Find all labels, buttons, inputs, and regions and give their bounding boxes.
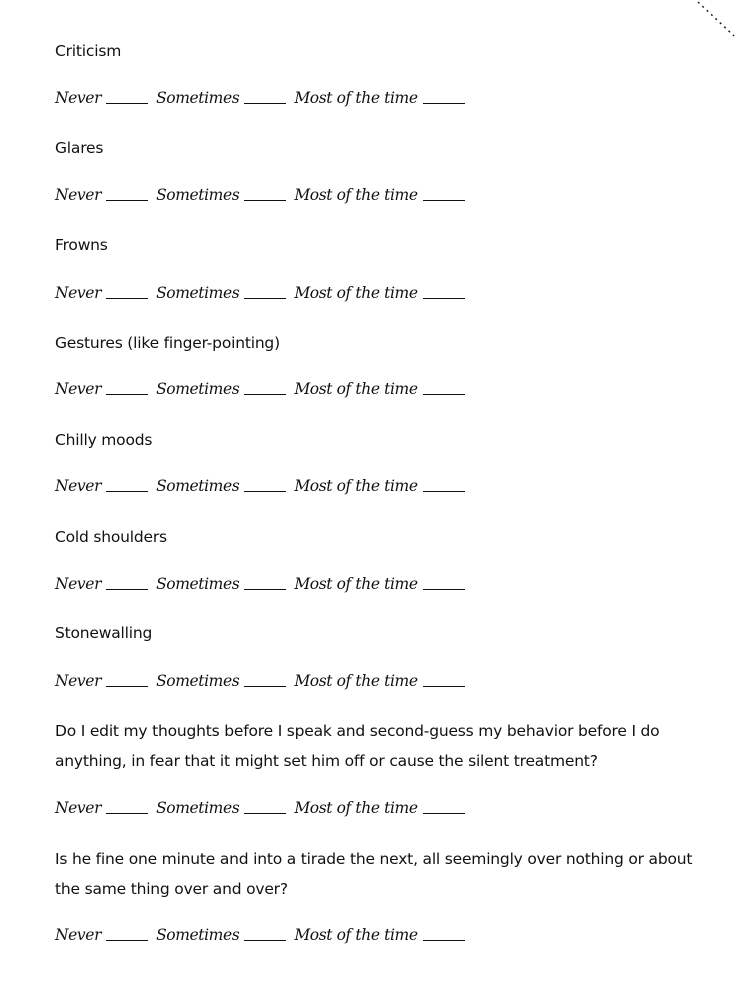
response-scale [55,477,465,499]
question-cold-shoulders: Cold shoulders [55,528,167,546]
option-sometimes: Sometimes [156,284,294,302]
option-never: Never [55,575,156,593]
option-never: Never [55,186,156,204]
option-most-of-the-time: Most of the time [294,799,464,817]
answer-blank[interactable] [106,686,148,687]
option-never: Never [55,477,156,495]
response-scale [55,89,465,111]
option-never: Never [55,380,156,398]
response-scale [55,186,465,208]
option-never: Never [55,799,156,817]
question-edit-thoughts: Do I edit my thoughts before I speak and second-guess my behavior before I do anything, in fear that it might set him off or cause the silent treatment? [55,722,660,770]
question-criticism: Criticism [55,42,122,60]
option-sometimes: Sometimes [156,186,294,204]
option-most-of-the-time: Most of the time [294,186,464,204]
option-never: Never [55,89,156,107]
answer-blank[interactable] [423,103,465,104]
answer-blank[interactable] [244,686,286,687]
option-sometimes: Sometimes [156,799,294,817]
option-most-of-the-time: Most of the time [294,672,464,690]
response-scale [55,799,465,821]
option-most-of-the-time: Most of the time [294,926,464,944]
answer-blank[interactable] [423,686,465,687]
option-sometimes: Sometimes [156,926,294,944]
option-sometimes: Sometimes [156,89,294,107]
question-gestures: Gestures (like finger-pointing) [55,334,280,352]
answer-blank[interactable] [106,394,148,395]
answer-blank[interactable] [244,200,286,201]
answer-blank[interactable] [244,394,286,395]
answer-blank[interactable] [106,589,148,590]
answer-blank[interactable] [106,103,148,104]
response-scale [55,926,465,948]
corner-dotted-line [696,0,736,40]
answer-blank[interactable] [423,200,465,201]
option-sometimes: Sometimes [156,575,294,593]
answer-blank[interactable] [244,103,286,104]
option-most-of-the-time: Most of the time [294,89,464,107]
answer-blank[interactable] [244,940,286,941]
answer-blank[interactable] [106,940,148,941]
response-scale [55,672,465,694]
question-tirade: Is he fine one minute and into a tirade the next, all seemingly over nothing or about the same thing over and over? [55,850,693,898]
answer-blank[interactable] [423,394,465,395]
option-most-of-the-time: Most of the time [294,284,464,302]
option-sometimes: Sometimes [156,672,294,690]
option-sometimes: Sometimes [156,380,294,398]
answer-blank[interactable] [423,589,465,590]
question-stonewalling: Stonewalling [55,624,153,642]
answer-blank[interactable] [106,813,148,814]
answer-blank[interactable] [106,200,148,201]
answer-blank[interactable] [423,813,465,814]
answer-blank[interactable] [423,940,465,941]
option-most-of-the-time: Most of the time [294,380,464,398]
response-scale [55,380,465,402]
option-never: Never [55,284,156,302]
response-scale [55,284,465,306]
response-scale [55,575,465,597]
answer-blank[interactable] [106,491,148,492]
question-frowns: Frowns [55,236,108,254]
option-never: Never [55,926,156,944]
answer-blank[interactable] [244,298,286,299]
option-never: Never [55,672,156,690]
answer-blank[interactable] [423,298,465,299]
option-most-of-the-time: Most of the time [294,477,464,495]
question-chilly-moods: Chilly moods [55,431,153,449]
option-most-of-the-time: Most of the time [294,575,464,593]
answer-blank[interactable] [106,298,148,299]
answer-blank[interactable] [423,491,465,492]
answer-blank[interactable] [244,813,286,814]
question-glares: Glares [55,139,104,157]
answer-blank[interactable] [244,589,286,590]
option-sometimes: Sometimes [156,477,294,495]
answer-blank[interactable] [244,491,286,492]
